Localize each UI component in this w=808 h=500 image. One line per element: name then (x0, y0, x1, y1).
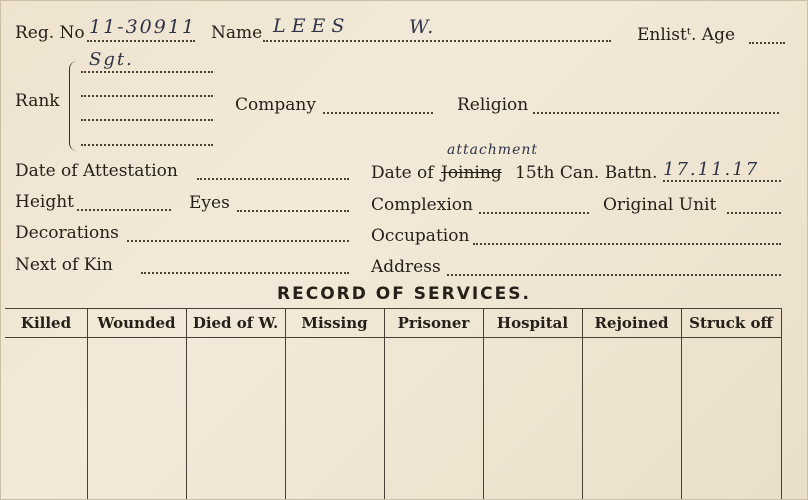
col-divider-1 (87, 308, 88, 499)
complexion-label: Complexion (371, 195, 473, 215)
battn-date-line (663, 180, 781, 182)
next-of-kin-line (141, 272, 349, 274)
occupation-line (473, 243, 781, 245)
col-rejoined: Rejoined (594, 314, 669, 332)
eyes-label: Eyes (189, 193, 230, 213)
reg-no-line (87, 40, 195, 42)
col-died-of-wounds: Died of W. (192, 314, 279, 332)
original-unit-line (727, 212, 781, 214)
col-killed: Killed (20, 314, 72, 332)
col-divider-2 (186, 308, 187, 499)
record-top-rule (5, 308, 781, 309)
rank-line-2 (81, 95, 213, 97)
date-of-label: Date of (371, 163, 434, 183)
name-surname: LEES (273, 15, 351, 37)
name-initial: W. (409, 16, 436, 38)
address-line (447, 274, 781, 276)
record-of-services-title: RECORD OF SERVICES. (277, 284, 531, 304)
attachment-insertion: attachment (447, 142, 539, 158)
next-of-kin-label: Next of Kin (15, 255, 113, 275)
record-header-rule (5, 337, 781, 338)
rank-value: Sgt. (89, 49, 134, 70)
col-divider-3 (285, 308, 286, 499)
battn-date-value: 17.11.17 (663, 159, 760, 180)
rank-brace (69, 61, 80, 151)
col-prisoner: Prisoner (397, 314, 470, 332)
height-line (77, 209, 171, 211)
reg-no-value: 11-30911 (89, 16, 197, 38)
battn-label: 15th Can. Battn. (515, 163, 658, 183)
date-attestation-label: Date of Attestation (15, 161, 178, 181)
height-label: Height (15, 192, 74, 212)
col-divider-6 (582, 308, 583, 499)
name-label: Name (211, 23, 263, 43)
col-divider-5 (483, 308, 484, 499)
enlist-age-line (749, 42, 785, 44)
col-hospital: Hospital (496, 314, 569, 332)
original-unit-label: Original Unit (603, 195, 717, 215)
complexion-line (479, 212, 589, 214)
col-divider-8 (781, 308, 782, 499)
col-wounded: Wounded (97, 314, 176, 332)
reg-no-label: Reg. No (15, 23, 85, 43)
rank-line-1 (81, 71, 213, 73)
date-attestation-line (197, 178, 349, 180)
decorations-line (127, 240, 349, 242)
rank-line-4 (81, 144, 213, 146)
col-missing: Missing (301, 314, 368, 332)
enlist-age-label: Enlistᵗ. Age (637, 25, 736, 45)
company-label: Company (235, 95, 316, 115)
name-line (263, 40, 611, 42)
decorations-label: Decorations (15, 223, 119, 243)
rank-line-3 (81, 119, 213, 121)
rank-label: Rank (15, 91, 60, 111)
address-label: Address (371, 257, 441, 277)
joining-struck-label: Joining (441, 163, 502, 183)
religion-label: Religion (457, 95, 529, 115)
col-divider-7 (681, 308, 682, 499)
religion-line (533, 112, 779, 114)
occupation-label: Occupation (371, 226, 470, 246)
company-line (323, 112, 433, 114)
eyes-line (237, 210, 349, 212)
col-divider-4 (384, 308, 385, 499)
col-struck-off: Struck off (689, 314, 773, 332)
